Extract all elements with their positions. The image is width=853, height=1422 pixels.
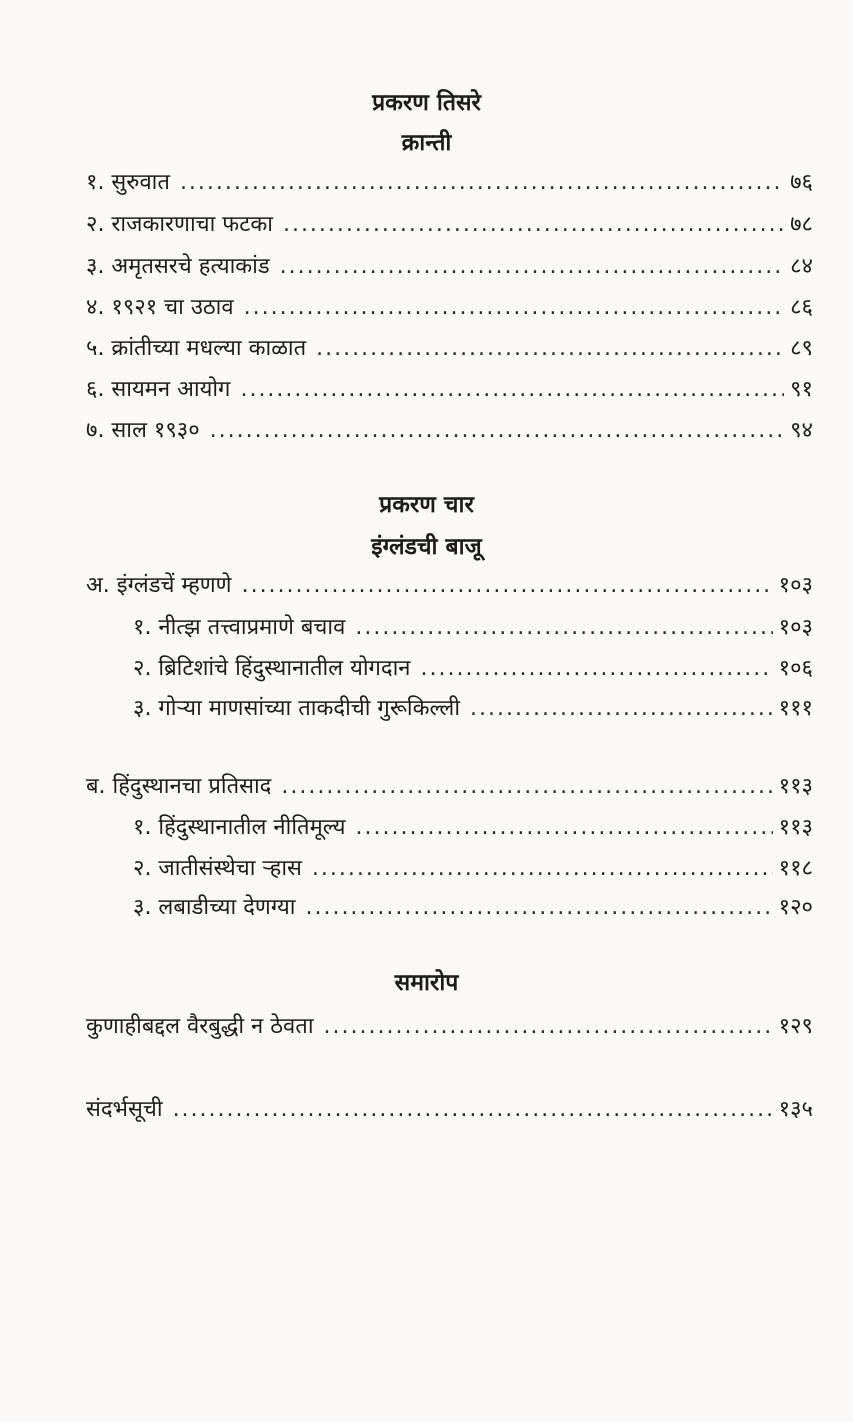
dot-leader <box>210 416 784 446</box>
chapter3-title: प्रकरण तिसरे <box>372 90 481 116</box>
toc-entry-bibliography[interactable] <box>86 1095 813 1125</box>
toc-entry[interactable] <box>133 613 813 643</box>
dot-leader <box>356 813 773 843</box>
toc-section-b[interactable] <box>86 772 813 802</box>
toc-entry[interactable] <box>133 854 813 884</box>
dot-leader <box>470 694 773 724</box>
chapter3-subtitle: क्रान्ती <box>401 130 452 156</box>
dot-leader <box>242 571 773 601</box>
toc-entry[interactable] <box>86 1012 813 1042</box>
toc-entry-label: ७. साल १९३० <box>86 418 200 443</box>
dot-leader <box>173 1095 773 1125</box>
toc-entry-page: ८९ <box>790 336 813 361</box>
toc-entry-label: १. हिंदुस्थानातील नीतिमूल्य <box>133 815 346 840</box>
toc-entry-page: ८६ <box>790 295 813 320</box>
dot-leader <box>244 293 785 323</box>
toc-entry-page: १११ <box>778 696 813 721</box>
toc-entry-label: ३. लबाडीच्या देणग्या <box>133 895 296 920</box>
dot-leader <box>316 334 784 364</box>
toc-entry-page: १०३ <box>778 573 813 598</box>
toc-entry-page: १०३ <box>778 615 813 640</box>
toc-entry[interactable] <box>133 694 813 724</box>
toc-entry-label: संदर्भसूची <box>86 1097 163 1122</box>
dot-leader <box>421 654 773 684</box>
toc-entry-label: ५. क्रांतीच्या मधल्या काळात <box>86 336 307 361</box>
toc-entry-label: अ. इंग्लंडचें म्हणणे <box>86 573 232 598</box>
toc-entry-label: १. नीत्झ तत्त्वाप्रमाणे बचाव <box>133 615 346 640</box>
dot-leader <box>280 252 784 282</box>
toc-entry-label: ब. हिंदुस्थानचा प्रतिसाद <box>86 774 272 799</box>
toc-entry-label: २. जातीसंस्थेचा ऱ्हास <box>133 856 302 881</box>
toc-entry-page: ११३ <box>778 774 813 799</box>
dot-leader <box>240 375 784 405</box>
dot-leader <box>312 854 773 884</box>
toc-entry-label: कुणाहीबद्दल वैरबुद्धी न ठेवता <box>86 1014 314 1039</box>
toc-entry[interactable] <box>86 252 813 282</box>
toc-entry-page: १२० <box>778 895 813 920</box>
toc-entry-page: ९१ <box>790 377 813 402</box>
toc-entry-label: ४. १९२१ चा उठाव <box>86 295 234 320</box>
dot-leader <box>180 168 784 198</box>
toc-entry-page: ८४ <box>790 254 813 279</box>
dot-leader <box>305 893 772 923</box>
toc-entry-page: ७६ <box>790 170 813 195</box>
dot-leader <box>281 772 772 802</box>
toc-entry-page: १०६ <box>778 656 813 681</box>
toc-entry-page: ९४ <box>790 418 813 443</box>
toc-entry[interactable] <box>86 168 813 198</box>
dot-leader <box>283 210 784 240</box>
chapter4-title: प्रकरण चार <box>379 492 474 518</box>
toc-entry[interactable] <box>86 375 813 405</box>
toc-entry-page: ७८ <box>790 212 813 237</box>
toc-entry[interactable] <box>86 334 813 364</box>
dot-leader <box>324 1012 773 1042</box>
toc-entry[interactable] <box>86 293 813 323</box>
toc-entry-label: ३. गोऱ्या माणसांच्या ताकदीची गुरूकिल्ली <box>133 696 461 721</box>
toc-entry-label: ६. सायमन आयोग <box>86 377 231 402</box>
toc-entry-label: २. ब्रिटिशांचे हिंदुस्थानातील योगदान <box>133 656 411 681</box>
toc-entry-page: १३५ <box>778 1097 813 1122</box>
toc-entry[interactable] <box>133 893 813 923</box>
toc-entry[interactable] <box>133 813 813 843</box>
chapter4-subtitle: इंग्लंडची बाजू <box>371 534 482 560</box>
toc-entry-page: १२९ <box>778 1014 813 1039</box>
toc-section-a[interactable] <box>86 571 813 601</box>
toc-entry[interactable] <box>133 654 813 684</box>
toc-entry[interactable] <box>86 416 813 446</box>
toc-entry-page: ११३ <box>778 815 813 840</box>
toc-entry-page: ११८ <box>778 856 813 881</box>
toc-entry[interactable] <box>86 210 813 240</box>
toc-entry-label: २. राजकारणाचा फटका <box>86 212 273 237</box>
toc-entry-label: १. सुरुवात <box>86 170 170 195</box>
dot-leader <box>355 613 772 643</box>
conclusion-title: समारोप <box>394 970 459 996</box>
toc-entry-label: ३. अमृतसरचे हत्याकांड <box>86 254 270 279</box>
